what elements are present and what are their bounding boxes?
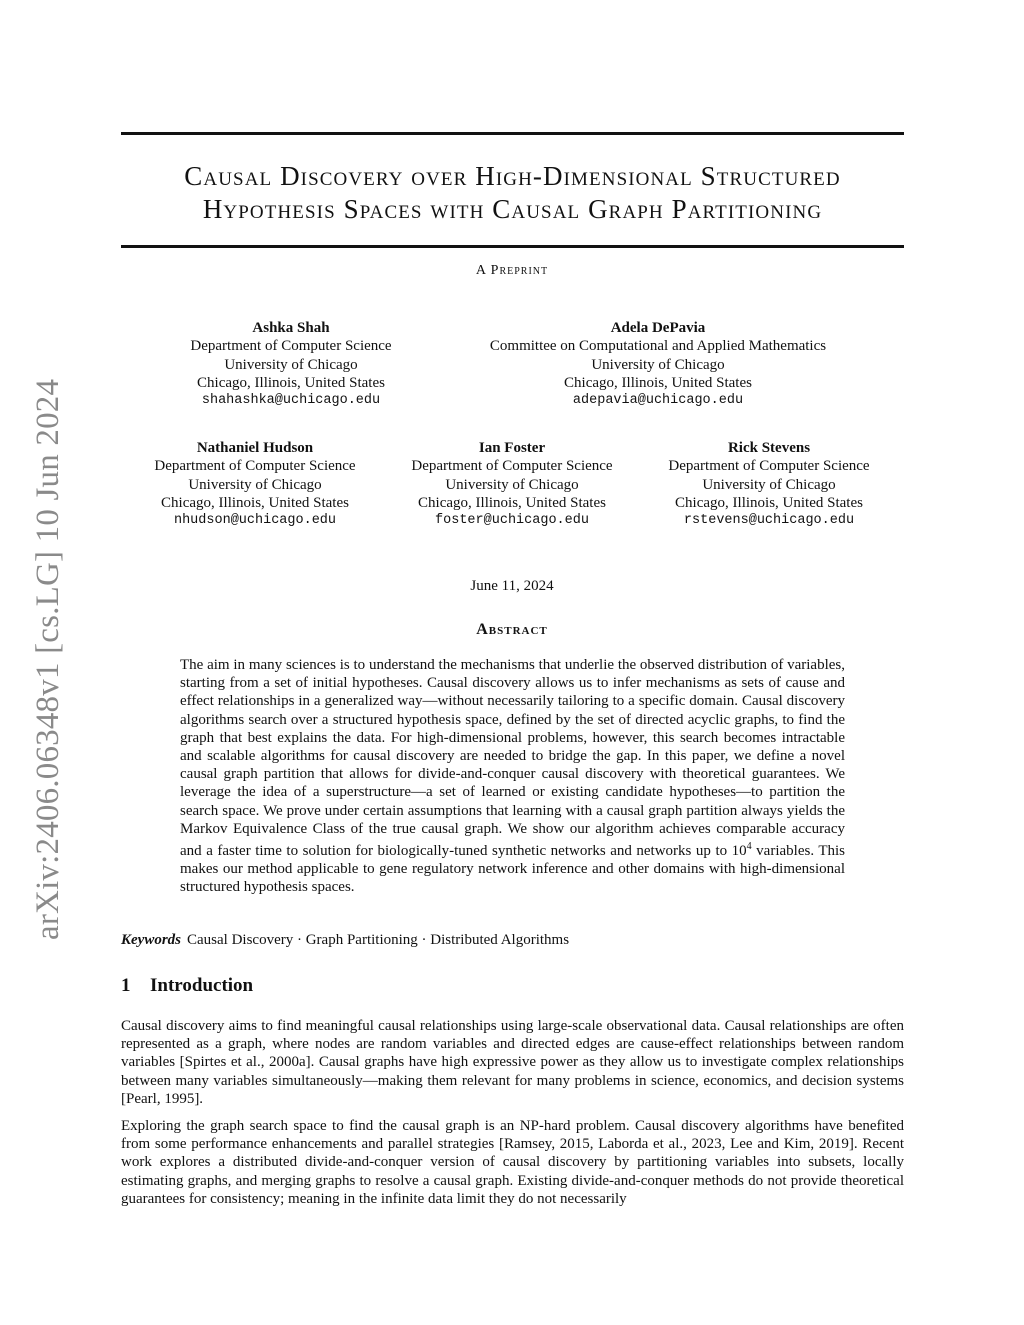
author-location: Chicago, Illinois, United States — [418, 494, 606, 511]
author-location: Chicago, Illinois, United States — [197, 374, 385, 391]
author-department: Department of Computer Science — [190, 338, 392, 355]
keywords-line — [121, 932, 569, 949]
abstract-text-part-1: The aim in many sciences is to understand the mechanisms that underlie the observed distribution of variables, starting from a set of initial hypotheses. Causal discovery allows us to infer mechanisms as sets of cause and effect relationships in a generalized way—without necessarily tailoring to a specific domain. Causal discovery algorithms search over a structured hypothesis space, defined by the set of directed acyclic graphs, to find the graph that best explains the data. For high-dimensional problems, however, this search becomes intractable and scalable algorithms for causal discovery are needed to bridge the gap. In this paper, we define a novel causal graph partition that allows for divide-and-conquer causal discovery with theoretical guarantees. We leverage the idea of a superstructure—a set of learned or existing candidate hypotheses—to partition the search space. We prove under certain assumptions that learning with a causal graph partition always yields the Markov Equivalence Class of the true causal graph. We show our algorithm achieves comparable accuracy and a faster time to solution for biologically-tuned synthetic networks and networks up to — [180, 657, 845, 860]
title-rule-bottom — [121, 245, 904, 248]
author-block — [190, 319, 391, 410]
abstract-text-part-2: variables. This makes our method applicable to gene regulatory network inference and other domains with high-dimensional structured hypothesis spaces. — [180, 843, 846, 896]
author-name: Ian Foster — [478, 440, 546, 456]
author-department: Department of Computer Science — [668, 458, 870, 475]
author-location: Chicago, Illinois, United States — [675, 494, 863, 511]
section-number: 1 — [121, 975, 131, 996]
preprint-label: A Preprint — [475, 263, 549, 278]
author-email[interactable]: rstevens@uchicago.edu — [683, 513, 855, 529]
author-department: Department of Computer Science — [154, 458, 356, 475]
publication-date: June 11, 2024 — [470, 578, 554, 594]
author-block — [490, 319, 826, 410]
author-block — [154, 439, 355, 530]
author-location: Chicago, Illinois, United States — [161, 494, 349, 511]
author-location: Chicago, Illinois, United States — [564, 374, 752, 391]
arxiv-identifier-stamp: arXiv:2406.06348v1 [cs.LG] 10 Jun 2024 — [30, 378, 66, 940]
title-rule-top — [121, 132, 904, 135]
author-university: University of Chicago — [224, 356, 358, 373]
author-university: University of Chicago — [445, 476, 579, 493]
author-email[interactable]: shahashka@uchicago.edu — [201, 393, 381, 409]
section-title: Introduction — [150, 975, 254, 996]
author-university: University of Chicago — [591, 356, 725, 373]
abstract-body — [180, 656, 845, 897]
author-email[interactable]: foster@uchicago.edu — [435, 513, 589, 529]
author-university: University of Chicago — [188, 476, 322, 493]
author-name: Rick Stevens — [727, 440, 811, 456]
author-email[interactable]: nhudson@uchicago.edu — [173, 513, 337, 529]
author-block — [668, 439, 869, 530]
abstract-power-base: 10 — [731, 843, 747, 860]
author-name: Nathaniel Hudson — [196, 440, 314, 456]
section-heading-introduction — [121, 975, 253, 997]
keywords-text: Causal Discovery · Graph Partitioning · Distributed Algorithms — [187, 932, 570, 948]
body-paragraph: Causal discovery aims to find meaningful causal relationships using large-scale observational data. Causal relationships are often represented as a graph, where nodes are random variables and directed edges are cause-effect relationships between random variables [Spirtes et al., 2000a]. Causal graphs have high expressive power as they allow us to investigate complex relationships between many variables simultaneously—making them relevant for many problems in science, economics, and decision systems [Pearl, 1995]. — [121, 1018, 904, 1107]
author-department: Committee on Computational and Applied Mathematics — [489, 338, 827, 355]
author-university: University of Chicago — [702, 476, 836, 493]
author-department: Department of Computer Science — [411, 458, 613, 475]
author-block — [411, 439, 612, 530]
paper-title — [121, 160, 904, 226]
author-name: Adela DePavia — [610, 320, 706, 336]
author-name: Ashka Shah — [252, 320, 330, 336]
paper-title-line-2: Hypothesis Spaces with Causal Graph Partitioning — [202, 194, 823, 224]
paper-title-line-1: Causal Discovery over High-Dimensional Structured — [184, 161, 841, 191]
abstract-heading: Abstract — [476, 621, 548, 638]
body-paragraph: Exploring the graph search space to find the causal graph is an NP-hard problem. Causal discovery algorithms have benefited from some performance enhancements and parallel strategies [Ramsey, 2015, Laborda et al., 2023, Lee and Kim, 2019]. Recent work explores a distributed divide-and-conquer version of causal discovery by partitioning variables into subsets, locally estimating graphs, and merging graphs to resolve a causal graph. Existing divide-and-conquer methods do not provide theoretical guarantees for consistency; meaning in the infinite data limit they do not necessarily — [121, 1118, 904, 1207]
abstract-power-exponent: 4 — [746, 841, 752, 853]
keywords-label: Keywords — [121, 932, 181, 948]
author-email[interactable]: adepavia@uchicago.edu — [572, 393, 744, 409]
